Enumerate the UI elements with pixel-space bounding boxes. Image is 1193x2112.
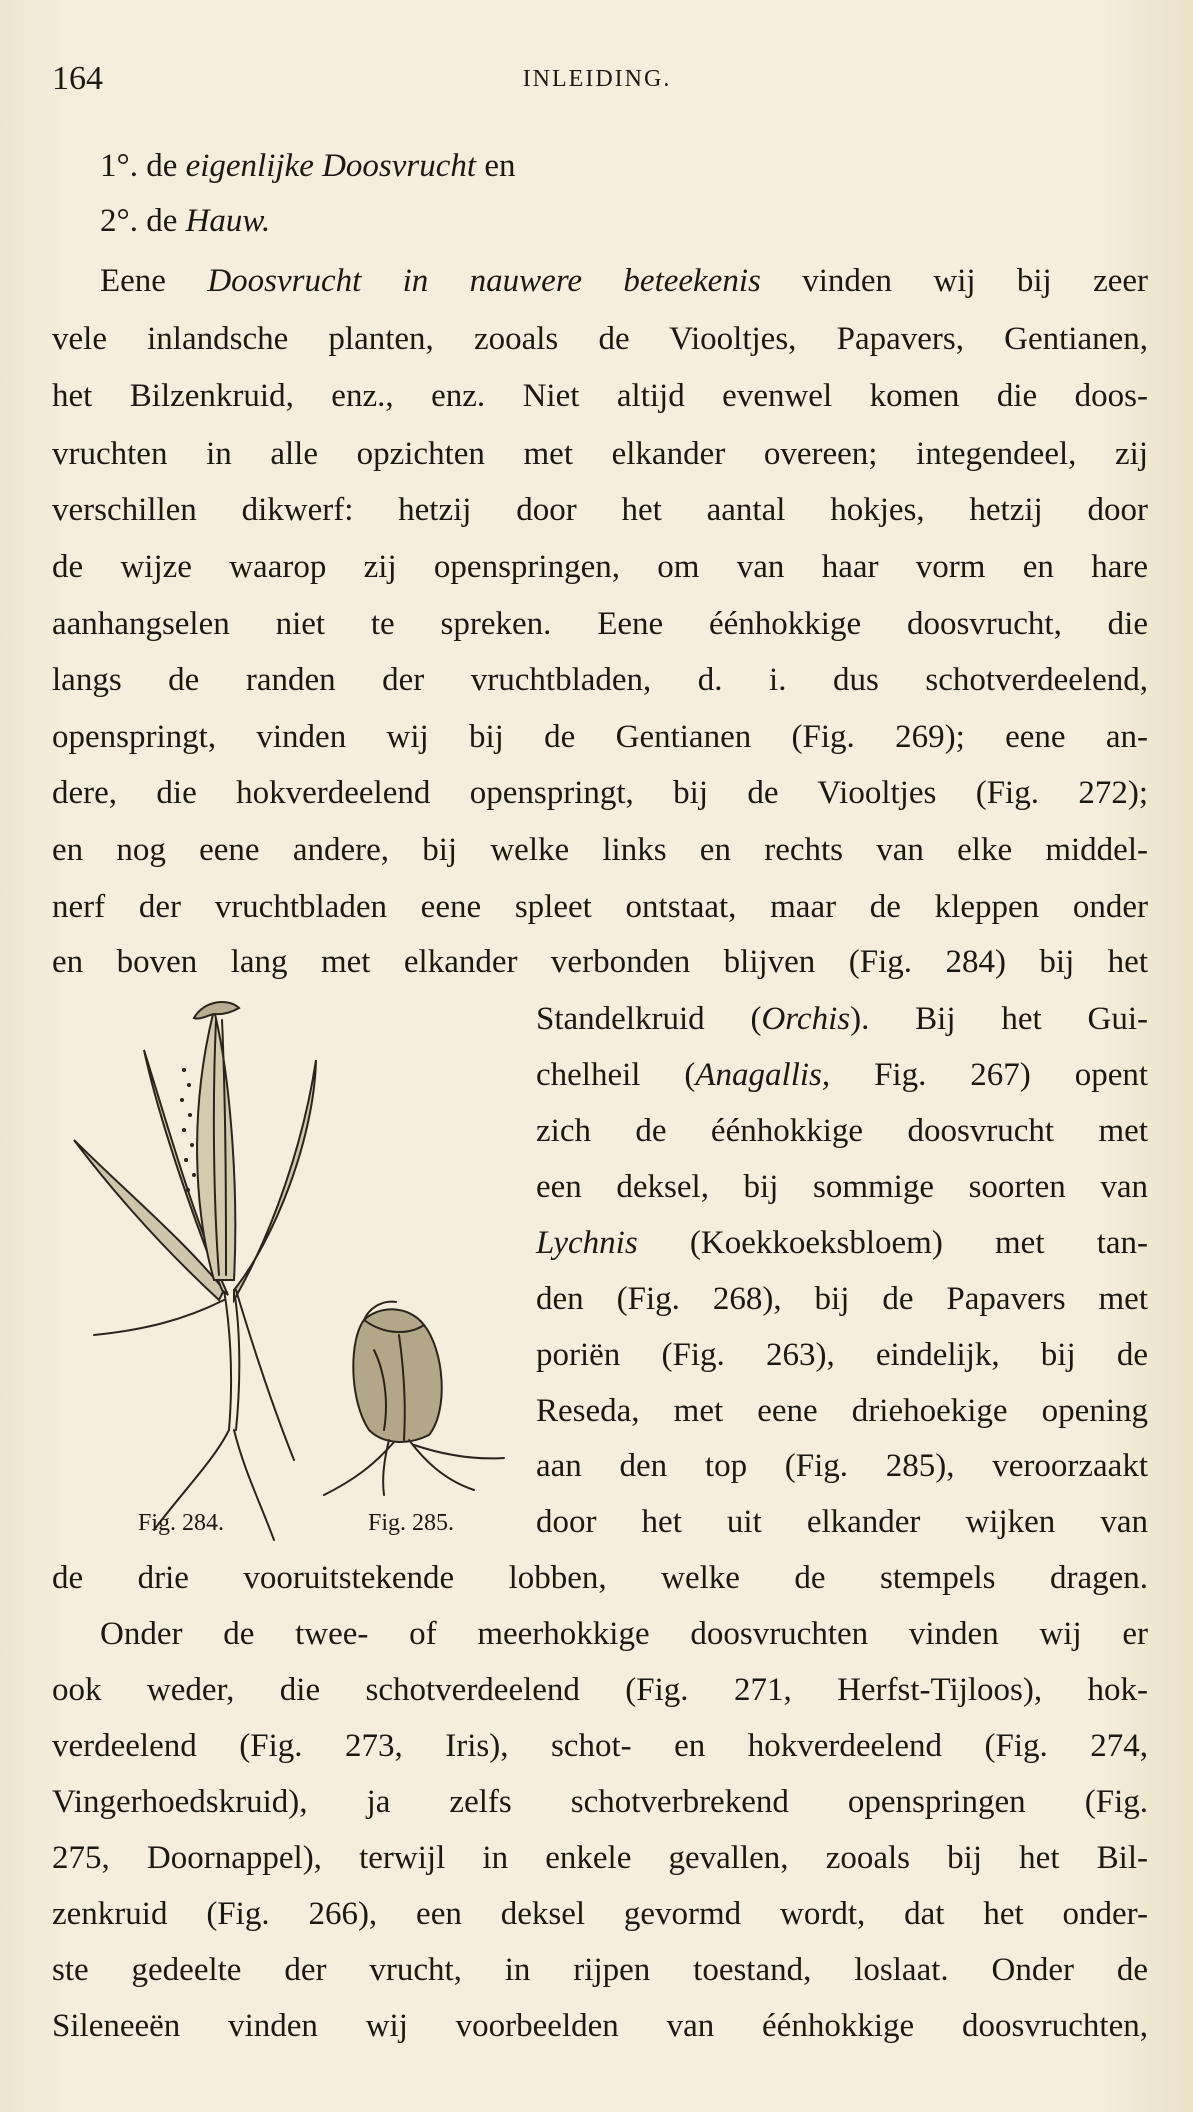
- text-line: vele inlandsche planten, zooals de Viooltjes, Papavers, Gentianen,: [52, 321, 1148, 357]
- running-head: INLEIDING.: [522, 66, 672, 92]
- text-line: langs de randen der vruchtbladen, d. i. dus schotverdeelend,: [52, 662, 1148, 698]
- text-line: 2°. de Hauw.: [100, 203, 271, 239]
- text-line: en boven lang met elkander verbonden blijven (Fig. 284) bij het: [52, 944, 1148, 980]
- text-line: Standelkruid (Orchis). Bij het Gui-: [536, 1001, 1148, 1037]
- text-line: Onder de twee- of meerhokkige doosvruchten vinden wij er: [100, 1616, 1148, 1652]
- figure-caption-285: Fig. 285.: [368, 1510, 455, 1536]
- text-line: ook weder, die schotverdeelend (Fig. 271, Herfst-Tijloos), hok-: [52, 1672, 1148, 1708]
- text-line: den (Fig. 268), bij de Papavers met: [536, 1281, 1148, 1317]
- text-line: zich de éénhokkige doosvrucht met: [536, 1113, 1148, 1149]
- text-line: de drie vooruitstekende lobben, welke de stempels dragen.: [52, 1560, 1148, 1596]
- text-line: verdeelend (Fig. 273, Iris), schot- en hokverdeelend (Fig. 274,: [52, 1728, 1148, 1764]
- figure-illustrations: [64, 990, 524, 1550]
- figure-caption-284: Fig. 284.: [138, 1510, 225, 1536]
- text-line: een deksel, bij sommige soorten van: [536, 1169, 1148, 1205]
- text-line: Sileneeën vinden wij voorbeelden van éénhokkige doosvruchten,: [52, 2008, 1148, 2044]
- orchis-fruit-illustration: [74, 1002, 316, 1540]
- text-line: aan den top (Fig. 285), veroorzaakt: [536, 1448, 1148, 1484]
- reseda-fruit-illustration: [324, 1302, 504, 1495]
- text-line: het Bilzenkruid, enz., enz. Niet altijd evenwel komen die doos-: [52, 378, 1148, 414]
- text-line: Lychnis (Koekkoeksbloem) met tan-: [536, 1225, 1148, 1261]
- page-number: 164: [52, 60, 103, 97]
- text-line: aanhangselen niet te spreken. Eene éénhokkige doosvrucht, die: [52, 606, 1148, 642]
- text-line: chelheil (Anagallis, Fig. 267) opent: [536, 1057, 1149, 1093]
- text-line: Eene Doosvrucht in nauwere beteekenis vinden wij bij zeer: [100, 263, 1149, 299]
- page-header: [52, 60, 1142, 100]
- text-line: Reseda, met eene driehoekige opening: [536, 1393, 1148, 1429]
- text-line: vruchten in alle opzichten met elkander overeen; integendeel, zij: [52, 436, 1148, 472]
- text-line: 275, Doornappel), terwijl in enkele gevallen, zooals bij het Bil-: [52, 1840, 1148, 1876]
- text-line: ste gedeelte der vrucht, in rijpen toestand, loslaat. Onder de: [52, 1952, 1148, 1988]
- text-line: nerf der vruchtbladen eene spleet ontstaat, maar de kleppen onder: [52, 889, 1148, 925]
- text-line: zenkruid (Fig. 266), een deksel gevormd wordt, dat het onder-: [52, 1896, 1148, 1932]
- text-line: en nog eene andere, bij welke links en rechts van elke middel-: [52, 832, 1148, 868]
- text-line: door het uit elkander wijken van: [536, 1504, 1148, 1540]
- text-line: openspringt, vinden wij bij de Gentianen (Fig. 269); eene an-: [52, 719, 1148, 755]
- text-line: 1°. de eigenlijke Doosvrucht en: [100, 148, 516, 184]
- text-line: dere, die hokverdeelend openspringt, bij de Viooltjes (Fig. 272);: [52, 775, 1148, 811]
- text-line: poriën (Fig. 263), eindelijk, bij de: [536, 1337, 1148, 1373]
- text-line: Vingerhoedskruid), ja zelfs schotverbrekend openspringen (Fig.: [52, 1784, 1148, 1820]
- text-line: de wijze waarop zij openspringen, om van haar vorm en hare: [52, 549, 1148, 585]
- text-line: verschillen dikwerf: hetzij door het aantal hokjes, hetzij door: [52, 492, 1148, 528]
